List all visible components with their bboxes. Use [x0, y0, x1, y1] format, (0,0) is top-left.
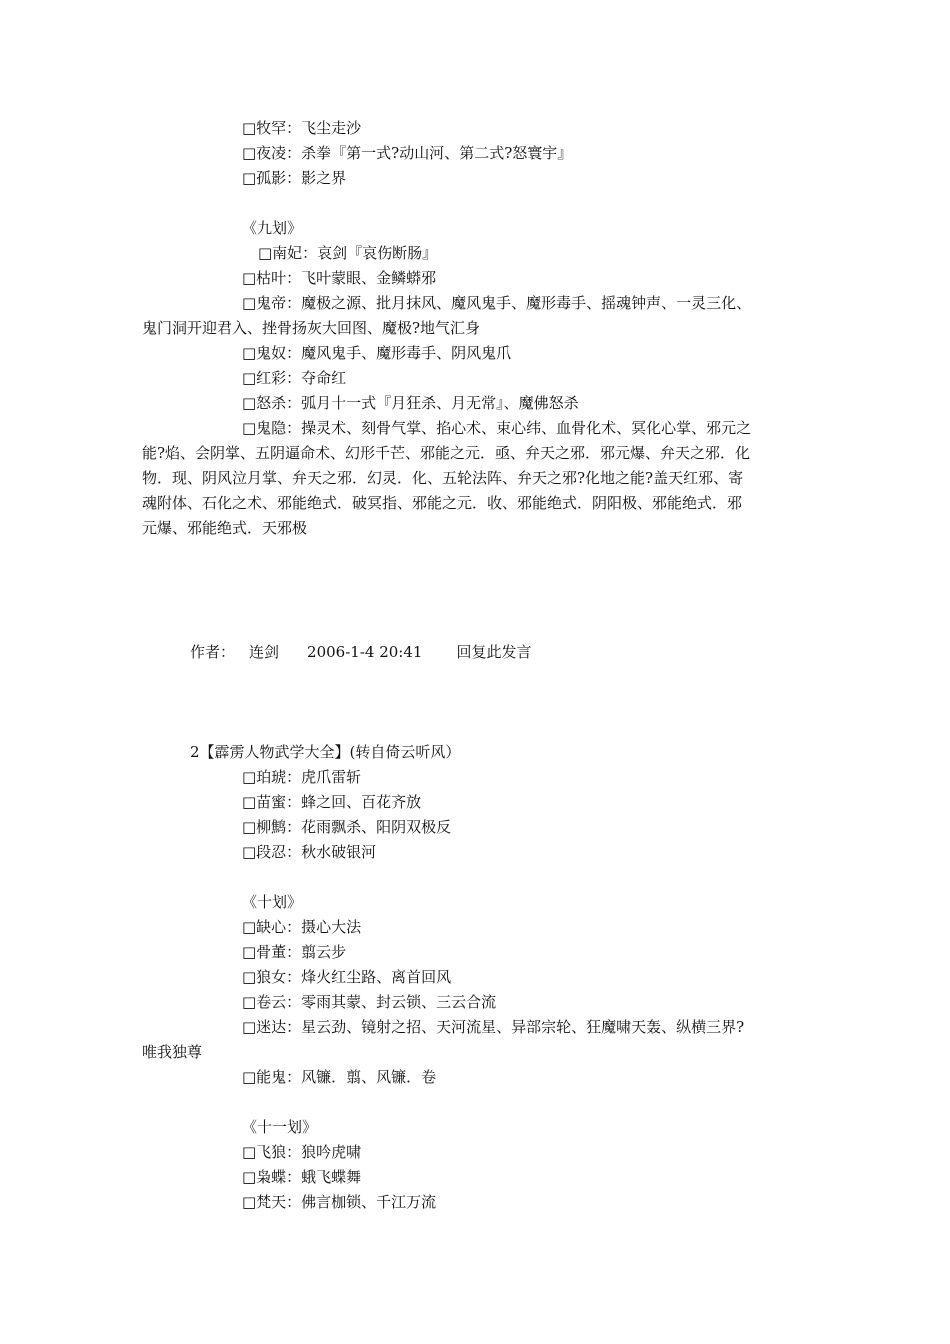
entry-feilang: □飞狼：狼吟虎啸 [242, 1143, 362, 1161]
entry-duanren: □段忍：秋水破银河 [242, 843, 377, 861]
reply-link[interactable]: 回复此发言 [456, 643, 532, 661]
entry-kuye: □枯叶：飞叶蒙眼、金鳞蟒邪 [242, 269, 437, 287]
author-label: 作者： [190, 643, 236, 661]
group-heading-10: 《十划》 [242, 893, 303, 911]
entry-guiyin-cont: 魂附体、石化之术、邪能绝式．破冥指、邪能之元．收、邪能绝式．阴阳极、邪能绝式．邪 [142, 494, 743, 512]
entry-pohu: □珀琥：虎爪雷斩 [242, 768, 362, 786]
entry-langnv: □狼女：烽火红尘路、离首回风 [242, 968, 452, 986]
entry-guinu: □鬼奴：魔风鬼手、魔形毒手、阴风鬼爪 [242, 344, 512, 362]
entry-gudong: □骨董：翦云步 [242, 943, 347, 961]
entry-guying: □孤影：影之界 [242, 169, 347, 187]
entry-mida: □迷达：星云劲、镜射之招、天河流星、异部宗轮、狂魔啸天轰、纵横三界? [242, 1018, 745, 1036]
post-datetime: 2006-1-4 20:41 [307, 643, 423, 661]
entry-juanyun: □卷云：零雨其蒙、封云锁、三云合流 [242, 993, 497, 1011]
entry-guiyin: □鬼隐：操灵术、刻骨气掌、掐心术、束心纬、血骨化术、冥化心掌、邪元之 [242, 419, 752, 437]
entry-guidi: □鬼帝：魔极之源、批月抹风、魔风鬼手、魔形毒手、摇魂钟声、一灵三化、 [242, 294, 752, 312]
entry-guidi-cont: 鬼门洞开迎君入、挫骨扬灰大回图、魔极?地气汇身 [142, 319, 481, 337]
entry-guiyin-cont: 元爆、邪能绝式．天邪极 [142, 519, 308, 537]
entry-miaomi: □苗蜜：蜂之回、百花齐放 [242, 793, 422, 811]
entry-nenggui: □能鬼：风镰．翦、风镰．卷 [242, 1068, 437, 1086]
entry-hongcai: □红彩：夺命红 [242, 369, 347, 387]
entry-yeling: □夜凌：杀拳『第一式?动山河、第二式?怒寰宇』 [242, 144, 573, 162]
author-name[interactable]: 连剑 [249, 643, 280, 661]
entry-quexin: □缺心：摄心大法 [242, 918, 362, 936]
entry-mukan: □牧罕：飞尘走沙 [242, 119, 362, 137]
entry-guiyin-cont: 物．现、阴风泣月掌、弁天之邪．幻灵．化、五轮法阵、弁天之邪?化地之能?盖天红邪、寄 [142, 469, 744, 487]
entry-mida-cont: 唯我独尊 [142, 1043, 203, 1061]
entry-xiaodie: □枭蝶：蛾飞蝶舞 [242, 1168, 362, 1186]
entry-guiyin-cont: 能?焰、会阴掌、五阴逼命术、幻形千芒、邪能之元．亟、弁天之邪．邪元爆、弁天之邪．化 [142, 444, 751, 462]
entry-liujiao: □柳鹪：花雨飘杀、阳阴双极反 [242, 818, 452, 836]
section-title: 2【霹雳人物武学大全】(转自倚云听风） [190, 743, 461, 761]
entry-fantian: □梵天：佛言枷锁、千江万流 [242, 1193, 437, 1211]
group-heading-11: 《十一划》 [242, 1118, 318, 1136]
entry-nusha: □怒杀：弧月十一式『月狂杀、月无常』、魔佛怒杀 [242, 394, 579, 412]
entry-nanfei: □南妃：哀剑『哀伤断肠』 [258, 244, 438, 262]
post-byline [190, 640, 531, 665]
group-heading-9: 《九划》 [242, 219, 303, 237]
